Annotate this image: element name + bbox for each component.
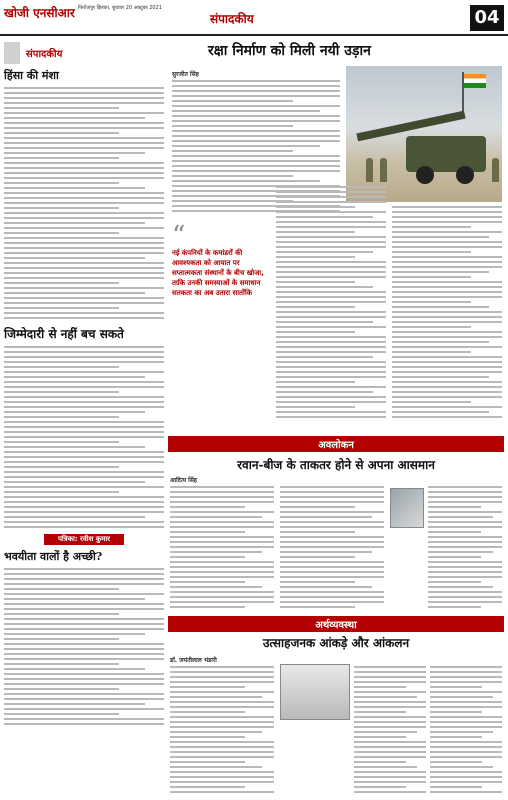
editorial-column [4,42,164,728]
lead-byline: सुरजीत सिंह [172,71,199,78]
subtag-text: पत्रिका: रवीश कुमार [57,535,111,543]
lead-story [168,36,504,434]
column-subtag [44,534,124,545]
gun-wheel [456,166,474,184]
story-body [170,666,274,796]
lead-body [392,206,502,421]
artillery-gun-photo [346,66,502,202]
soldier-figure [492,158,499,182]
indian-flag [464,74,486,88]
story-body [430,666,502,796]
story-body [170,486,274,611]
lead-headline: रक्षा निर्माण को मिली नयी उड़ान [208,43,371,59]
article-body [4,568,164,725]
story-headline: उत्साहजनक आंकड़े और आंकलन [262,636,410,650]
masthead [0,0,508,36]
section-initial-block [4,42,20,64]
article-body [4,346,164,528]
story-headline: रवान-बीज के ताकतर होने से अपना आसमान [237,458,435,472]
section-band [168,616,504,632]
band-label: अवलोकन [318,440,354,451]
gun-body [406,136,486,172]
pullquote-text: नई कंपनियों के कमांडरों की आवश्यकता को आयात पर सप्तात्मकता संस्थानों के बीच खोजा, ताकि उनकी समस्याओं के समाधान सतकता का अब उतारा सातोंकि [172,249,264,297]
story-body [354,666,426,796]
story-byline: आदित्य सिंह [170,477,197,484]
story-two [168,454,504,614]
section-band [168,436,504,452]
section-title: संपादकीय [210,12,254,26]
editorial-section-tag [4,42,164,64]
economy-graphic [280,664,350,720]
editorial-label: संपादकीय [26,49,63,60]
gun-wheel [416,166,434,184]
soldier-figure [366,158,373,182]
soldier-figure [380,158,387,182]
article-headline: हिंसा की मंशा [4,69,59,82]
pullquote [172,221,272,298]
quote-mark: “ [172,221,186,251]
story-byline: डॉ. जयंतीलाल भंडारी [170,657,217,664]
band-label: अर्थव्यवस्था [315,620,357,631]
author-photo [390,488,424,528]
story-body [280,486,384,611]
article-headline: जिम्मेदारी से नहीं बच सकते [4,327,124,341]
page-number: 04 [470,5,504,31]
story-three [168,634,504,798]
story-body [428,486,502,611]
dateline: फिरोजपुर झिरका, बुधवार 20 अक्टूबर 2021 [78,5,162,11]
article-body [4,87,164,319]
article-headline: भवयीता वालों है अच्छी? [4,550,103,563]
newspaper-logo: खोजी एनसीआर [4,6,75,20]
lead-body [276,186,386,421]
